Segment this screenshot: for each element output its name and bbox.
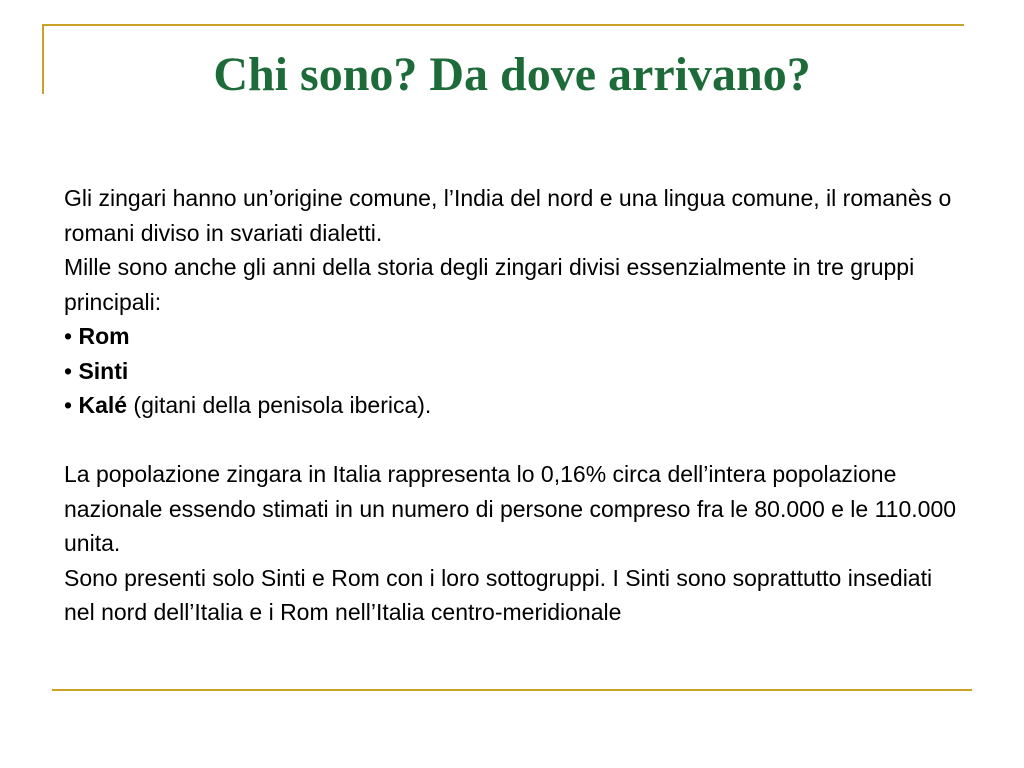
closing-paragraph-distribution: Sono presenti solo Sinti e Rom con i loro sottogruppi. I Sinti sono soprattutto insediati nel nord dell’Italia e i Rom nell’Italia centro-meridionale xyxy=(64,564,933,625)
frame-bottom-line xyxy=(52,689,972,691)
intro-paragraph-origin: Gli zingari hanno un’origine comune, l’India del nord e una lingua comune, il romanès o romani diviso in svariati dialetti. xyxy=(64,185,952,246)
slide-title: Chi sono? Da dove arrivano? xyxy=(213,48,811,101)
frame-top-line xyxy=(42,24,964,26)
bullet-marker: • xyxy=(64,323,73,349)
intro-paragraph-groups: Mille sono anche gli anni della storia degli zingari divisi essenzialmente in tre gruppi principali: xyxy=(64,254,915,315)
group-term-rom: Rom xyxy=(78,323,130,349)
group-term-sinti: Sinti xyxy=(78,357,129,384)
group-bullet-rom xyxy=(64,319,964,354)
bullet-marker: • xyxy=(64,392,73,418)
group-bullet-sinti xyxy=(64,354,964,389)
paragraph-spacer xyxy=(64,423,964,458)
bullet-marker: • xyxy=(64,357,73,384)
slide-body xyxy=(64,181,964,630)
group-term-kale: Kalé xyxy=(78,392,128,418)
closing-paragraph-population: La popolazione zingara in Italia rappresenta lo 0,16% circa dell’intera popolazione nazionale essendo stimati in un numero di persone compreso fra le 80.000 e le 110.000 unita. xyxy=(64,461,957,556)
group-bullet-kale xyxy=(64,388,964,423)
group-note-kale: (gitani della penisola iberica). xyxy=(127,392,432,418)
